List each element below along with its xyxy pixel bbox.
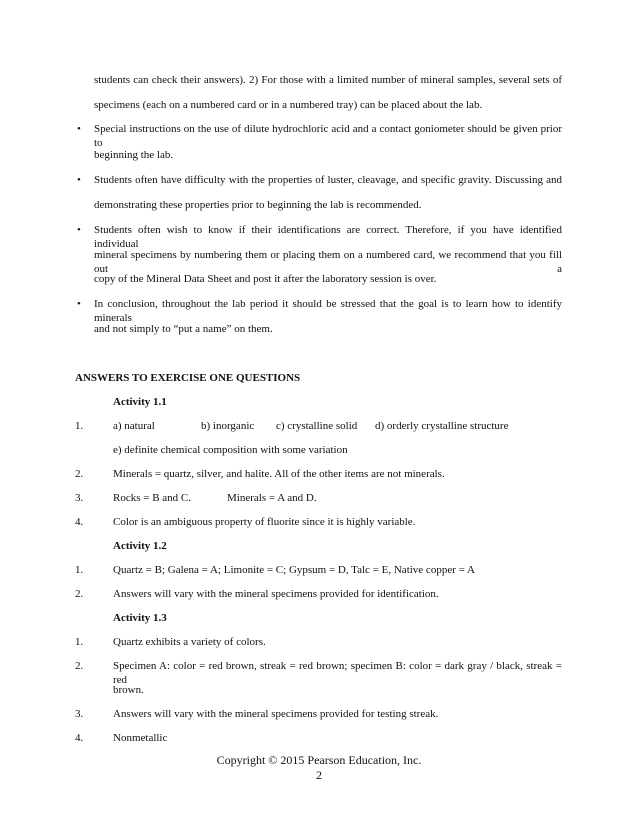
item-number: 2. [75, 468, 84, 480]
activity-1-3-title: Activity 1.3 [113, 612, 167, 624]
answer-1-1-4: Color is an ambiguous property of fluorite since it is highly variable. [113, 516, 416, 528]
answer-1-3-2-line-2: brown. [113, 684, 144, 696]
activity-1-1-title: Activity 1.1 [113, 396, 167, 408]
item-number: 1. [75, 636, 84, 648]
item-number: 4. [75, 732, 84, 744]
bullet-2-line-2: demonstrating these properties prior to beginning the lab is recommended. [94, 199, 422, 211]
item-number: 1. [75, 420, 84, 432]
copyright-footer: Copyright © 2015 Pearson Education, Inc. [216, 753, 422, 767]
answer-1-1-a: a) natural [113, 420, 155, 432]
bullet-1-line-1: Special instructions on the use of dilute hydrochloric acid and a contact goniometer should be given prior to [94, 123, 562, 149]
section-heading: ANSWERS TO EXERCISE ONE QUESTIONS [75, 372, 301, 384]
answer-1-3-2-line-1: Specimen A: color = red brown, streak = red brown; specimen B: color = dark gray / black, streak = red [113, 660, 562, 686]
answer-1-1-3-minerals: Minerals = A and D. [227, 492, 317, 504]
bullet-4-line-2: and not simply to “put a name” on them. [94, 323, 273, 335]
bullet-3-line-3: copy of the Mineral Data Sheet and post it after the laboratory session is over. [94, 273, 437, 285]
answer-1-1-3-rocks: Rocks = B and C. [113, 492, 192, 504]
bullet-symbol: • [77, 123, 81, 135]
answer-1-3-1: Quartz exhibits a variety of colors. [113, 636, 266, 648]
answer-1-1-c: c) crystalline solid [276, 420, 358, 432]
bullet-symbol: • [77, 298, 81, 310]
bullet-3-line-1: Students often wish to know if their identifications are correct. Therefore, if you have identified individual [94, 224, 562, 250]
answer-1-1-d: d) orderly crystalline structure [375, 420, 509, 432]
item-number: 2. [75, 588, 84, 600]
bullet-symbol: • [77, 224, 81, 236]
bullet-1-line-2: beginning the lab. [94, 149, 174, 161]
answer-1-2-2: Answers will vary with the mineral specimens provided for identification. [113, 588, 439, 600]
answer-1-2-1: Quartz = B; Galena = A; Limonite = C; Gypsum = D, Talc = E, Native copper = A [113, 564, 475, 576]
answer-1-1-b: b) inorganic [201, 420, 255, 432]
bullet-4-line-1: In conclusion, throughout the lab period it should be stressed that the goal is to learn how to identify minerals [94, 298, 562, 324]
item-number: 4. [75, 516, 84, 528]
bullet-symbol: • [77, 174, 81, 186]
item-number: 3. [75, 708, 84, 720]
answer-1-1-e: e) definite chemical composition with some variation [113, 444, 348, 456]
intro-line-2: specimens (each on a numbered card or in a numbered tray) can be placed about the lab. [94, 99, 483, 111]
activity-1-2-title: Activity 1.2 [113, 540, 167, 552]
item-number: 3. [75, 492, 84, 504]
answer-1-3-4: Nonmetallic [113, 732, 168, 744]
item-number: 1. [75, 564, 84, 576]
bullet-2-line-1: Students often have difficulty with the properties of luster, cleavage, and specific gravity. Discussing and [94, 174, 562, 186]
item-number: 2. [75, 660, 84, 672]
bullet-3-line-2: mineral specimens by numbering them or placing them on a numbered card, we recommend that you fill out a [94, 249, 562, 275]
answer-1-1-2: Minerals = quartz, silver, and halite. All of the other items are not minerals. [113, 468, 445, 480]
intro-line-1: students can check their answers). 2) For those with a limited number of mineral samples, several sets of [94, 74, 562, 86]
page-number: 2 [316, 768, 322, 782]
answer-1-3-3: Answers will vary with the mineral specimens provided for testing streak. [113, 708, 439, 720]
